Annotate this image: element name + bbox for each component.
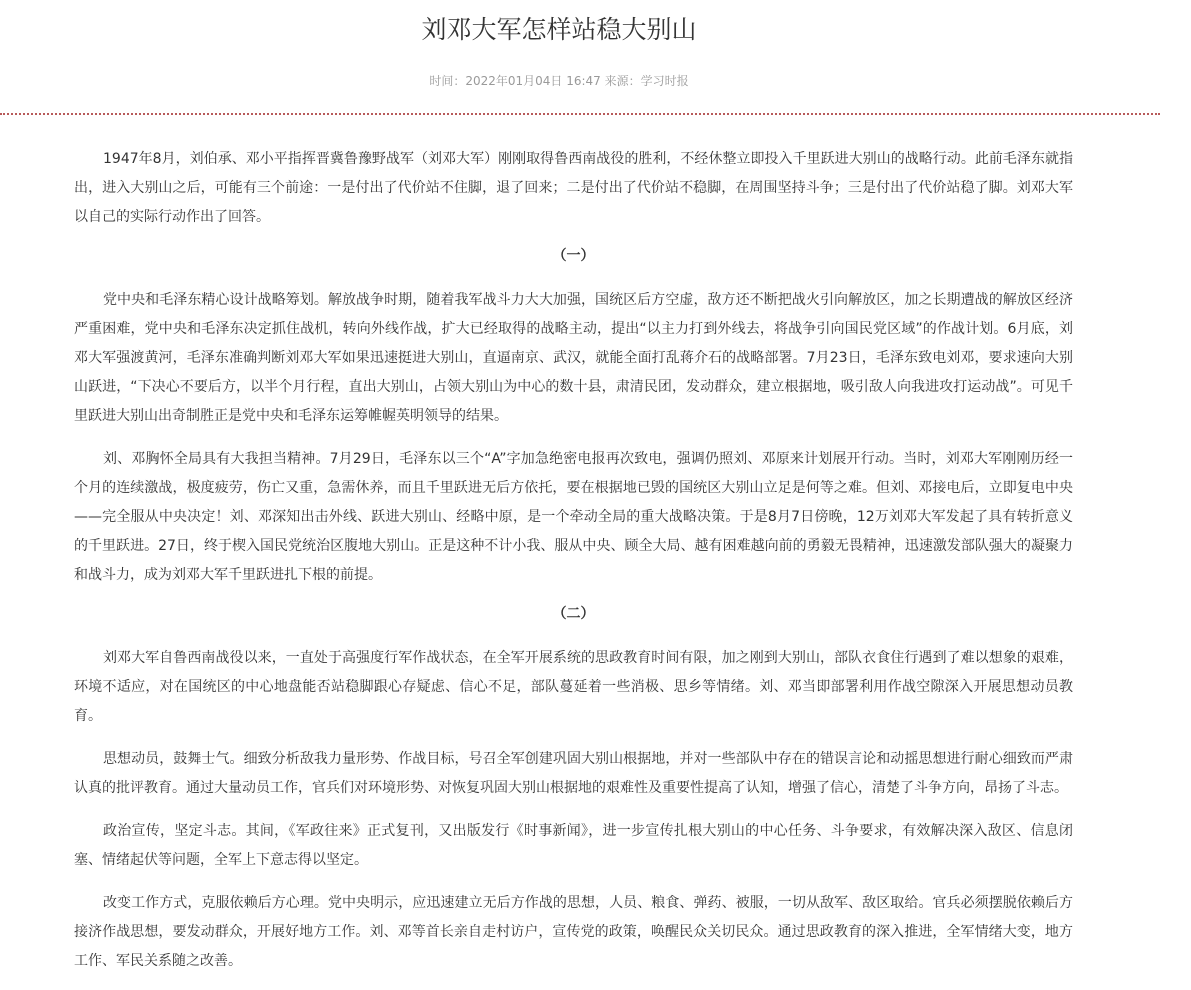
paragraph: 改变工作方式，克服依赖后方心理。党中央明示，应迅速建立无后方作战的思想，人员、粮食、弹药、被服，一切从敌军、敌区取给。官兵必须摆脱依赖后方接济作战思想，要发动群众，开展好地方工作。刘、邓等首长亲自走村访户，宣传党的政策，唤醒民众关切民众。通过思政教育的深入推进，全军情绪大变，地方工作、军民关系随之改善。	[74, 895, 1073, 969]
paragraph: 思想动员，鼓舞士气。细致分析敌我力量形势、作战目标，号召全军创建巩固大别山根据地，并对一些部队中存在的错误言论和动摇思想进行耐心细致而严肃认真的批评教育。通过大量动员工作，官兵们对环境形势、对恢复巩固大别山根据地的艰难性及重要性提高了认知，增强了信心，清楚了斗争方向，昂扬了斗志。	[74, 751, 1073, 796]
article-meta: 时间：2022年01月04日 16:47 来源：学习时报	[429, 74, 689, 88]
paragraph: 刘邓大军自鲁西南战役以来，一直处于高强度行军作战状态，在全军开展系统的思政教育时间有限，加之刚到大别山，部队衣食住行遇到了难以想象的艰难，环境不适应，对在国统区的中心地盘能否站稳脚跟心存疑虑、信心不足，部队蔓延着一些消极、思乡等情绪。刘、邓当即部署利用作战空隙深入开展思想动员教育。	[74, 650, 1073, 724]
section-heading: （二）	[552, 606, 595, 622]
header-divider	[0, 113, 1160, 115]
paragraph: 1947年8月，刘伯承、邓小平指挥晋冀鲁豫野战军（刘邓大军）刚刚取得鲁西南战役的胜利，不经休整立即投入千里跃进大别山的战略行动。此前毛泽东就指出，进入大别山之后，可能有三个前途：一是付出了代价站不住脚，退了回来；二是付出了代价站不稳脚，在周围坚持斗争；三是付出了代价站稳了脚。刘邓大军以自己的实际行动作出了回答。	[74, 151, 1073, 225]
article-title: 刘邓大军怎样站稳大别山	[421, 15, 697, 44]
section-heading: （一）	[552, 248, 595, 264]
paragraph: 刘、邓胸怀全局具有大我担当精神。7月29日，毛泽东以三个“A”字加急绝密电报再次致电，强调仍照刘、邓原来计划展开行动。当时，刘邓大军刚刚历经一个月的连续激战，极度疲劳，伤亡又重，急需休养，而且千里跃进无后方依托，要在根据地已毁的国统区大别山立足是何等之难。但刘、邓接电后，立即复电中央——完全服从中央决定！刘、邓深知出击外线、跃进大别山、经略中原，是一个牵动全局的重大战略决策。于是8月7日傍晚，12万刘邓大军发起了具有转折意义的千里跃进。27日，终于楔入国民党统治区腹地大别山。正是这种不计小我、服从中央、顾全大局、越有困难越向前的勇毅无畏精神，迅速激发部队强大的凝聚力和战斗力，成为刘邓大军千里跃进扎下根的前提。	[74, 451, 1073, 583]
paragraph: 政治宣传，坚定斗志。其间，《军政往来》正式复刊，又出版发行《时事新闻》，进一步宣传扎根大别山的中心任务、斗争要求，有效解决深入敌区、信息闭塞、情绪起伏等问题，全军上下意志得以坚定。	[74, 823, 1073, 868]
paragraph: 党中央和毛泽东精心设计战略筹划。解放战争时期，随着我军战斗力大大加强，国统区后方空虚，敌方还不断把战火引向解放区，加之长期遭战的解放区经济严重困难，党中央和毛泽东决定抓住战机，转向外线作战，扩大已经取得的战略主动，提出“以主力打到外线去，将战争引向国民党区域”的作战计划。6月底，刘邓大军强渡黄河，毛泽东准确判断刘邓大军如果迅速挺进大别山，直逼南京、武汉，就能全面打乱蒋介石的战略部署。7月23日，毛泽东致电刘邓，要求速向大别山跃进，“下决心不要后方，以半个月行程，直出大别山，占领大别山为中心的数十县，肃清民团，发动群众，建立根据地，吸引敌人向我进攻打运动战”。可见千里跃进大别山出奇制胜正是党中央和毛泽东运筹帷幄英明领导的结果。	[74, 292, 1073, 424]
article-body	[74, 145, 1073, 990]
